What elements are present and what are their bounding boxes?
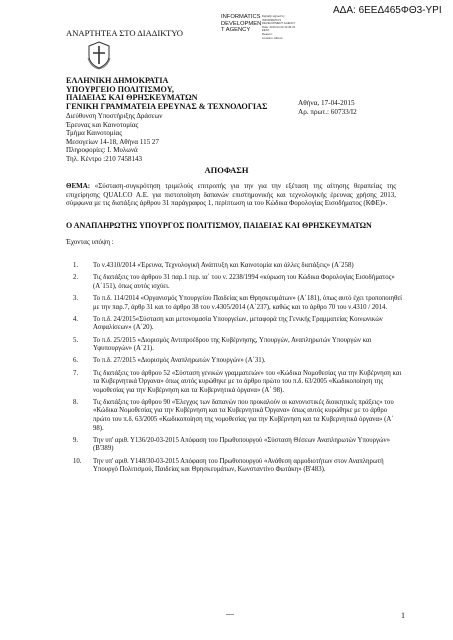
- item-number: 8.: [73, 398, 79, 406]
- item-text: Τις διατάξεις του άρθρου 52 «Σύσταση γενικών γραμματειών» του «Κώδικα Νομοθεσίας για την Κυβέρνηση και τα Κυβερνητικά Όργανα» όπως αυτός κυρώθηκε με το άρθρο πρώτο του π.δ. 63/2005 «Κωδικοποίηση της νομοθεσίας για την Κυβέρνηση και τα Κυβερνητικά όργανα» (Α΄ 98).: [93, 369, 402, 394]
- subject-text: «Σύσταση-συγκρότηση τριμελούς επιτροπής για την για την εξέταση της αίτησης θεραπείας της επιχείρησης QUALCO Α.Ε. για πιστοποίηση δαπανών επιστημονικής και τεχνολογικής έρευνας χρήσης 2013, σύμφωνα με τις διατάξεις άρθρου 31 παράγραφος 1, περίπτωση ια του Κώδικα Φορολογίας Εισοδήματος (ΚΦΕ)».: [66, 182, 396, 208]
- item-text: Το ν.4310/2014 «Έρευνα, Τεχνολογική Ανάπτυξη και Καινοτομία και άλλες διατάξεις» (Α΄258): [93, 262, 354, 269]
- authority-line: ΕΛΛΗΝΙΚΗ ΔΗΜΟΚΡΑΤΙΑ: [66, 76, 169, 85]
- item-number: 2.: [73, 274, 79, 282]
- posted-online-label: ΑΝΑΡΤΗΤΕΑ ΣΤΟ ΔΙΑΔΙΚΤΥΟ: [66, 28, 183, 38]
- agency-line: T AGENCY: [221, 27, 251, 34]
- list-item: [66, 295, 402, 312]
- list-item: [66, 357, 402, 366]
- considerations-list: [66, 262, 402, 478]
- item-text: Τις διατάξεις του άρθρου 31 παρ.1 περ. ια΄ του ν. 2238/1994 «κύρωση του Κώδικα Φορολογίας Εισοδήματος» (Α΄151), όπως αυτός ισχύει.: [93, 274, 395, 290]
- item-number: 5.: [73, 336, 79, 344]
- item-number: 9.: [73, 436, 79, 444]
- authority-header: [66, 77, 267, 111]
- item-text: Το π.δ. 114/2014 «Οργανισμός Υπουργείου Παιδείας και Θρησκευμάτων» (Α΄181), όπως αυτό έχει τροποποιηθεί με την παρ.7, άρθρ 31 και το άρθρο 38 του ν.4305/2014 (Α΄237), καθώς και το άρθρο 70 του ν.4310 / 2014.: [93, 294, 403, 311]
- department-info: [66, 112, 162, 164]
- digital-signature-block: [262, 15, 312, 40]
- list-item: [66, 458, 402, 475]
- list-item: [66, 316, 402, 333]
- list-item: [66, 399, 402, 433]
- item-number: 3.: [73, 294, 79, 302]
- signature-line: Date: 2015.04.20 13:36:34: [262, 24, 296, 29]
- department-line: Πληροφορίες: Ι. Μυλωνά: [66, 146, 138, 155]
- item-text: Το π.δ. 27/2015 «Διορισμός Αναπληρωτών Υπουργών» (Α΄31).: [93, 357, 266, 365]
- item-text: Το π.δ. 24/2015«Σύσταση και μετονομασία Υπουργείων, μεταφορά της Γενικής Γραμματείας Κοινωνικών Ασφαλίσεων» (Α΄20).: [93, 315, 383, 332]
- department-line: Τμήμα Καινοτομίας: [66, 129, 122, 138]
- signature-line: EEST: [262, 28, 270, 33]
- informatics-agency-label: [221, 14, 261, 34]
- page-number: 1: [401, 611, 405, 620]
- authority-line: ΠΑΙΔΕΙΑΣ ΚΑΙ ΘΡΗΣΚΕΥΜΑΤΩΝ: [66, 93, 198, 103]
- signature-line: Reason:: [262, 31, 273, 36]
- item-number: 10.: [73, 457, 82, 465]
- signature-line: INFORMATICS: [262, 17, 282, 22]
- item-text: Την υπ' αριθ. Υ148/30-03-2015 Απόφαση του Πρωθυπουργού «Ανάθεση αρμοδιοτήτων στον Αναπληρωτή Υπουργό Πολιτισμού, Παιδείας και Θρησκευμάτων, Κωνσταντίνο Φωτάκη» (Β'483).: [93, 457, 384, 474]
- item-text: Το π.δ. 25/2015 «Διορισμός Αντιπροέδρου της Κυβέρνησης, Υπουργών, Αναπληρωτών Υπουργών και Υφυπουργών» (Α΄21).: [93, 336, 372, 353]
- subject-label: ΘΕΜΑ:: [66, 182, 91, 190]
- list-item: [66, 437, 402, 454]
- agency-line: INFORMATICS: [221, 14, 261, 20]
- subject-paragraph: [66, 182, 396, 208]
- minister-heading: Ο ΑΝΑΠΛΗΡΩΤΗΣ ΥΠΟΥΡΓΟΣ ΠΟΛΙΤΙΣΜΟΥ, ΠΑΙΔΕΙΑΣ ΚΑΙ ΘΡΗΣΚΕΥΜΑΤΩΝ: [66, 221, 372, 230]
- item-number: 4.: [73, 315, 79, 323]
- item-number: 7.: [73, 369, 79, 377]
- document-title: ΑΠΟΦΑΣΗ: [204, 165, 249, 175]
- item-text: Την υπ' αριθ. Υ136/20-03-2015 Απόφαση του Πρωθυπουργού «Σύσταση Θέσεων Αναπληρωτών Υπουργών» (Β'389): [93, 436, 390, 453]
- department-line: Τηλ. Κέντρο :210 7458143: [66, 154, 142, 163]
- coat-of-arms-icon: [86, 40, 112, 70]
- list-item: [66, 370, 402, 396]
- department-line: Έρευνας και Καινοτομίας: [66, 120, 139, 129]
- signature-line: DEVELOPMENT AGENCY: [262, 21, 296, 26]
- department-line: Μεσογείων 14-18, Αθήνα 115 27: [66, 137, 159, 146]
- list-item: [66, 262, 402, 271]
- document-date: Αθήνα, 17-04-2015: [298, 99, 355, 107]
- protocol-number: Αρ. πρωτ.: 60733/Ι2: [298, 108, 357, 116]
- signature-line: Digitally signed by: [262, 14, 285, 18]
- considerations-intro: Έχοντας υπόψη :: [66, 238, 114, 246]
- authority-line: ΓΕΝΙΚΗ ΓΡΑΜΜΑΤΕΙΑ ΕΡΕΥΝΑΣ & ΤΕΧΝΟΛΟΓΙΑΣ: [66, 101, 268, 111]
- department-line: Διεύθυνση Υποστήριξης Δράσεων: [66, 112, 163, 120]
- signature-line: Location: Athens: [262, 35, 283, 40]
- item-number: 6.: [73, 357, 79, 365]
- item-text: Τις διατάξεις του άρθρου 90 «Έλεγχος των δαπανών που προκαλούν οι κανονιστικές διοικητικές πράξεις» του «Κώδικα Νομοθεσίας για την Κυβέρνηση και τα Κυβερνητικά Όργανα» όπως αυτός κυρώθηκε με το άρθρο πρώτο του π.δ. 63/2005 «Κωδικοποίηση της νομοθεσίας για την Κυβέρνηση και τα Κυβερνητικά όργανα» (Α΄ 98).: [93, 398, 394, 432]
- list-item: [66, 274, 402, 291]
- footer-mark: [226, 614, 234, 615]
- list-item: [66, 337, 402, 354]
- item-number: 1.: [73, 262, 79, 269]
- authority-line: ΥΠΟΥΡΓΕΙΟ ΠΟΛΙΤΙΣΜΟΥ,: [66, 84, 174, 94]
- ada-code: ΑΔΑ: 6ΕΕΔ465ΦΘ3-ΥΡΙ: [333, 5, 442, 16]
- agency-line: DEVELOPMEN: [221, 20, 262, 27]
